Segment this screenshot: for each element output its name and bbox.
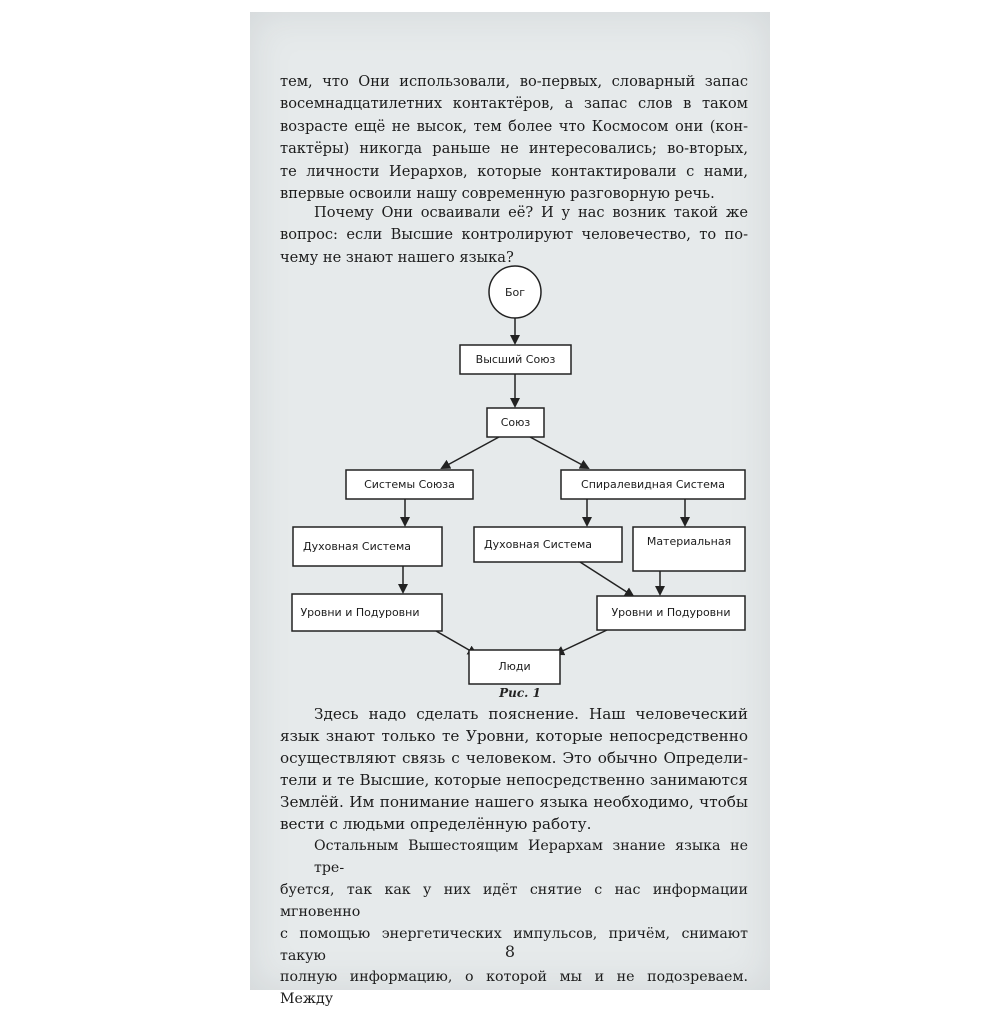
node-material-label: Материальная xyxy=(646,535,732,548)
node-spiral-system-label: Спиралевидная Система xyxy=(581,478,725,491)
text-line: тели и те Высшие, которые непосредственно занимаются xyxy=(280,770,748,789)
text-line: Здесь надо сделать пояснение. Наш человеческий xyxy=(314,705,748,723)
text-line: Почему Они осваивали её? И у нас возник такой же xyxy=(314,204,748,221)
text-line: с помощью энергетических импульсов, причём, снимают такую xyxy=(280,925,748,964)
arrow-union-to-systems xyxy=(442,437,499,468)
arrow-spiritual-to-levels-right xyxy=(580,562,633,596)
paragraph-3 xyxy=(280,704,748,835)
text-line: Землёй. Им понимание нашего языка необходимо, чтобы xyxy=(280,792,748,811)
node-levels-left-label: Уровни и Подуровни xyxy=(300,606,420,619)
text-line: те личности Иерархов, которые контактировали с нами, xyxy=(280,162,748,180)
node-people-label: Люди xyxy=(498,660,531,673)
node-union-label: Союз xyxy=(500,416,531,429)
node-union-systems-label: Системы Союза xyxy=(364,478,455,491)
node-god-label: Бог xyxy=(504,286,526,299)
text-line: тактёры) никогда раньше не интересовались; во-вторых, xyxy=(280,140,748,158)
arrow-levels-right-to-people xyxy=(556,630,607,654)
node-high-union-label: Высший Союз xyxy=(475,353,556,366)
text-line: буется, так как у них идёт снятие с нас информации мгновенно xyxy=(280,881,748,920)
arrow-union-to-spiral xyxy=(530,437,588,468)
text-line: возрасте ещё не высок, тем более что Космосом они (кон- xyxy=(280,117,748,135)
text-line: восемнадцатилетних контактёров, а запас слов в таком xyxy=(280,95,748,113)
page-number: 8 xyxy=(504,942,516,961)
node-spiritual-system-left-label: Духовная Система xyxy=(303,540,411,553)
node-material xyxy=(633,527,745,571)
node-levels-right-label: Уровни и Подуровни xyxy=(611,606,731,619)
text-line: осуществляют связь с человеком. Это обычно Определи- xyxy=(280,748,748,767)
text-line: Остальным Вышестоящим Иерархам знание языка не тре- xyxy=(314,838,748,876)
text-line: чему не знают нашего языка? xyxy=(280,248,514,266)
node-spiritual-system-right-label: Духовная Система xyxy=(484,538,592,551)
text-line: вести с людьми определённую работу. xyxy=(280,814,592,833)
text-line: вопрос: если Высшие контролируют человечество, то по- xyxy=(280,226,748,244)
text-line: впервые освоили нашу современную разговорную речь. xyxy=(280,185,715,203)
figure-caption: Рис. 1 xyxy=(499,686,541,700)
text-line: полную информацию, о которой мы и не подозреваем. Между xyxy=(280,969,748,1008)
text-line: язык знают только те Уровни, которые непосредственно xyxy=(280,726,748,745)
text-line: тем, что Они использовали, во-первых, словарный запас xyxy=(280,73,748,90)
paragraph-4 xyxy=(280,836,748,1011)
